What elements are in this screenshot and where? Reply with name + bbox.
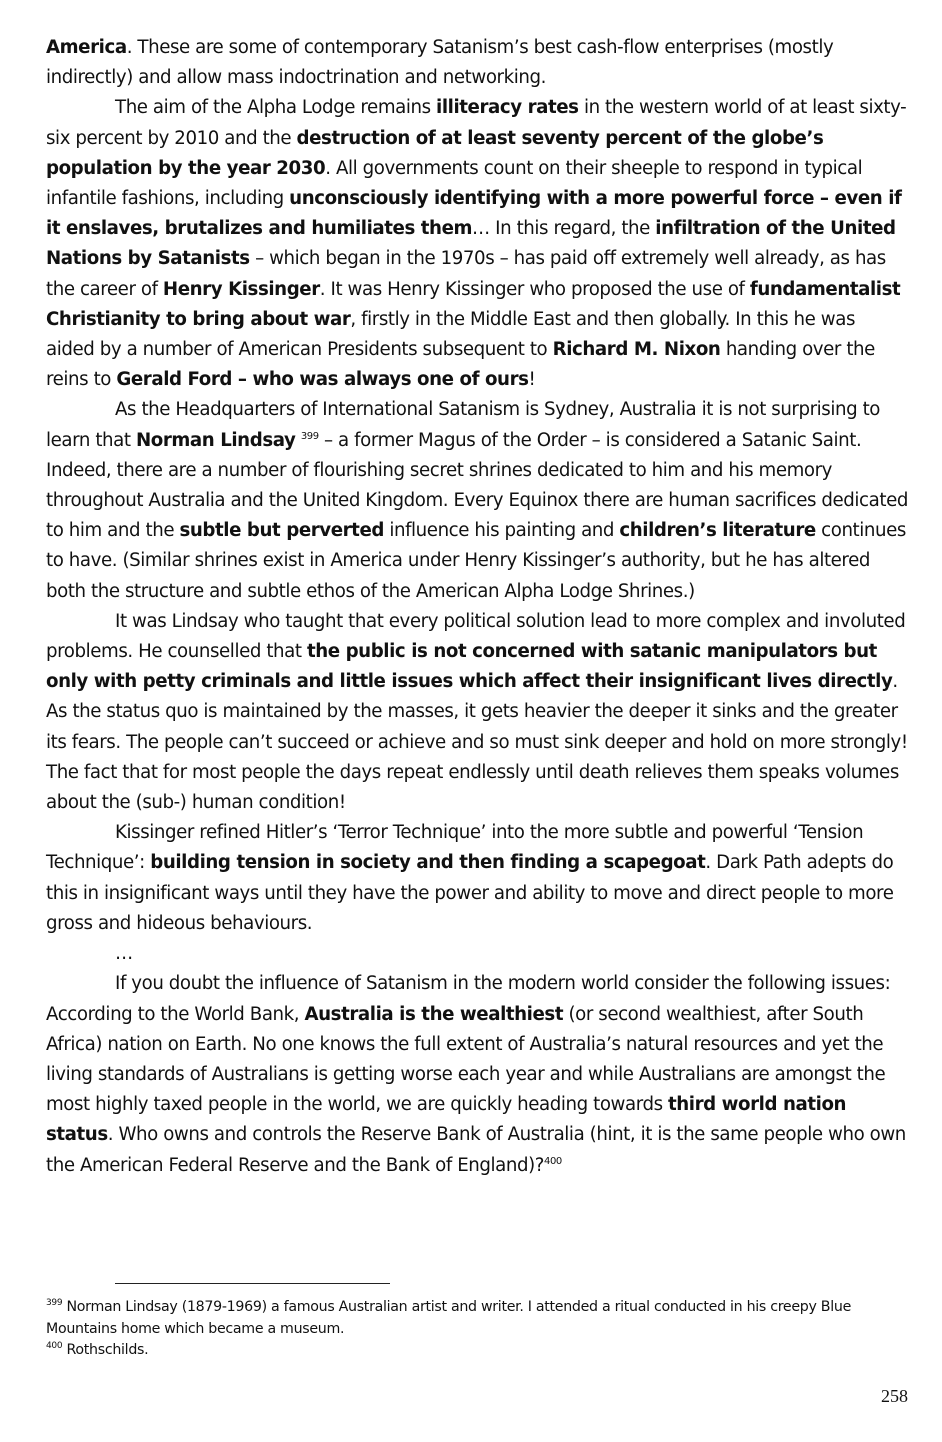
paragraph: It was Lindsay who taught that every political solution lead to more complex and involuted problems. He counselled that the public is not concerned with satanic manipulators but only with petty criminals and little issues which affect their insignificant lives directly. As the status quo is maintained by the masses, it gets heavier the deeper it sinks and the greater its fears. The people can’t succeed or achieve and so must sink deeper and hold on more strongly! The fact that for most people the days repeat endlessly until death relieves them speaks volumes about the (sub-) human condition! [46,610,908,814]
bold-text: children’s literature [619,520,816,542]
paragraph: The aim of the Alpha Lodge remains illiteracy rates in the western world of at least sixty-six percent by 2010 and the destruction of at least seventy percent of the globe’s population by the year 2030. All governments count on their sheeple to respond in typical infantile fashions, including unconsciously identifying with a more powerful force – even if it enslaves, brutalizes and humiliates them… In this regard, the infiltration of the United Nations by Satanists – which began in the 1970s – has paid off extremely well already, as has the career of Henry Kissinger. It was Henry Kissinger who proposed the use of fundamentalist Christianity to bring about war, firstly in the Middle East and then globally. In this he was aided by a number of American Presidents subsequent to Richard M. Nixon handing over the reins to Gerald Ford – who was always one of ours! [46,97,907,391]
footnote-text: Norman Lindsay (1879-1969) a famous Australian artist and writer. I attended a ritual conducted in his creepy Blue Mountains home which became a museum. [46,1299,851,1337]
paragraph: As the Headquarters of International Satanism is Sydney, Australia it is not surprising to learn that Norman Lindsay $^{399}$ – a former Magus of the Order – is considered a Satanic Saint. Indeed, there are a number of flourishing secret shrines dedicated to him and his memory throughout Australia and the United Kingdom. Every Equinox there are human sacrifices dedicated to him and the subtle but perverted influence his painting and children’s literature continues to have. (Similar shrines exist in America under Henry Kissinger’s authority, but he has altered both the structure and subtle ethos of the American Alpha Lodge Shrines.) [46,399,908,602]
footnote-reference: 400 [544,1155,562,1167]
bold-text: infiltration of the United Nations by Satanists [46,218,896,270]
footnote-separator [115,1283,390,1284]
footnote-text: Rothschilds. [62,1342,149,1358]
paragraph: America. These are some of contemporary Satanism’s best cash-flow enterprises (mostly indirectly) and allow mass indoctrination and networking. [46,37,834,89]
bold-text: Norman Lindsay [135,429,296,451]
bold-text: subtle but perverted [179,520,384,542]
footnote-399 [46,1297,908,1340]
bold-text: fundamentalist Christianity to bring about war [46,278,901,330]
bold-text: destruction of at least seventy percent of the globe’s population by the year 2030 [46,127,824,179]
bold-text: Henry Kissinger [162,278,320,300]
footnote-reference: 399 [300,430,319,442]
bold-text: America [46,37,127,58]
paragraph: Kissinger refined Hitler’s ‘Terror Technique’ into the more subtle and powerful ‘Tension Technique’: building tension in society and then finding a scapegoat. Dark Path adepts do this in insignificant ways until they have the power and ability to move and direct people to more gross and hideous behaviours. [46,822,894,934]
bold-text: Gerald Ford – who was always one of ours [116,369,529,391]
paragraph: If you doubt the influence of Satanism in the modern world consider the following issues: According to the World Bank, Australia is the wealthiest (or second wealthiest, after South Africa) nation on Earth. No one knows the full extent of Australia’s natural resources and yet the living standards of Australians is getting worse each year and while Australians are amongst the most highly taxed people in the world, we are quickly heading towards third world nation status. Who owns and controls the Reserve Bank of Australia (hint, it is the same people who own the American Federal Reserve and the Bank of England)?$^{400}$ [46,973,906,1176]
footnote-400 [46,1340,908,1362]
bold-text: third world nation status [46,1094,847,1146]
bold-text: illiteracy rates [436,97,579,119]
ellipsis-line: … [115,943,133,965]
bold-text: building tension in society and then finding a scapegoat [150,852,706,874]
document-body [46,33,908,1181]
bold-text: Australia is the wealthiest [304,1003,564,1025]
page-number: 258 [881,1386,908,1406]
bold-text: Richard M. Nixon [552,339,721,361]
bold-text: the public is not concerned with satanic manipulators but only with petty criminals and little issues which affect their insignificant lives directly [46,641,893,693]
footnote-mark: 400 [46,1341,63,1351]
bold-text: unconsciously identifying with a more powerful force – even if it enslaves, brutalizes and humiliates them [46,188,902,240]
footnote-mark: 399 [46,1298,63,1308]
footnotes [46,1297,908,1362]
